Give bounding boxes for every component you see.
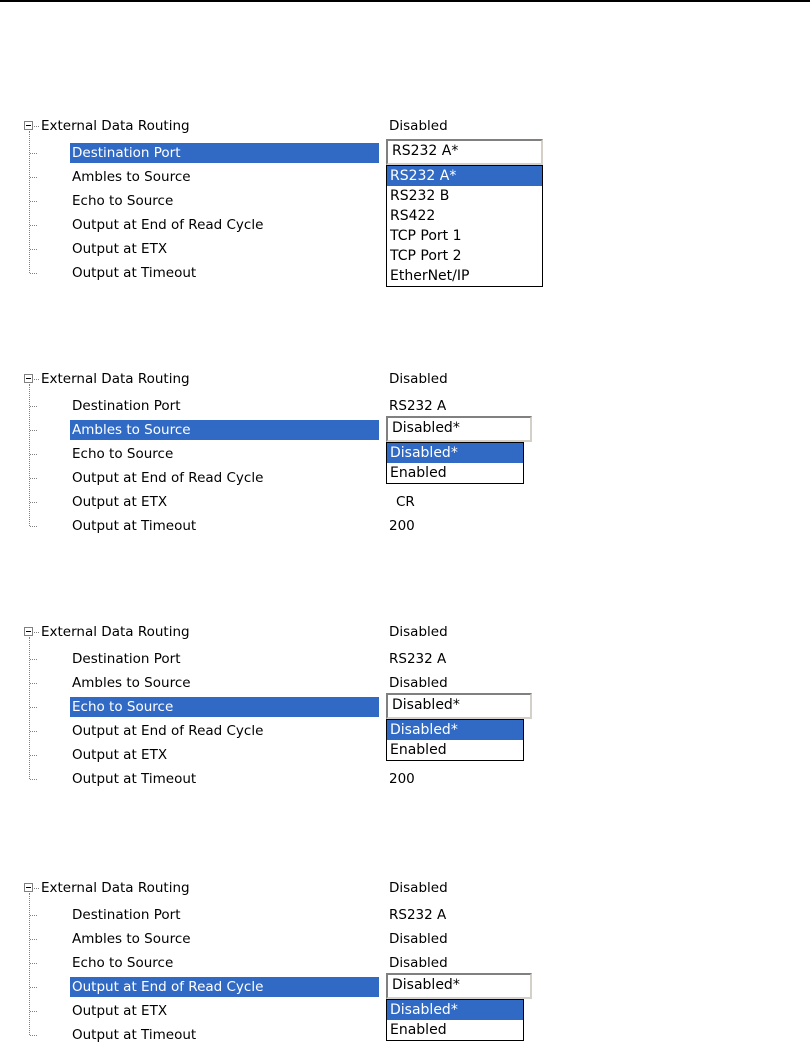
- tree-item-value[interactable]: Disabled: [389, 931, 448, 947]
- tree-connector: [30, 225, 37, 226]
- tree-item-label[interactable]: Ambles to Source: [72, 675, 191, 691]
- collapse-icon[interactable]: [24, 374, 33, 383]
- tree-item-label[interactable]: Output at End of Read Cycle: [72, 723, 264, 739]
- tree-root-label[interactable]: External Data Routing: [41, 118, 190, 134]
- tree-connector: [30, 915, 37, 916]
- tree-item-label[interactable]: Echo to Source: [70, 697, 379, 717]
- tree-connector: [30, 779, 37, 780]
- tree-root-label[interactable]: External Data Routing: [41, 880, 190, 896]
- tree-root-label[interactable]: External Data Routing: [41, 371, 190, 387]
- dropdown-option[interactable]: RS232 B: [390, 188, 450, 204]
- tree-item-label[interactable]: Output at ETX: [72, 494, 168, 510]
- tree-item-label[interactable]: Output at ETX: [72, 747, 168, 763]
- dropdown-option[interactable]: RS232 A*: [387, 166, 542, 186]
- tree-connector: [30, 1011, 37, 1012]
- tree-root-value[interactable]: Disabled: [389, 118, 448, 134]
- tree-connector: [34, 126, 39, 127]
- collapse-icon[interactable]: [24, 121, 33, 130]
- tree-item-label[interactable]: Echo to Source: [72, 955, 174, 971]
- tree-connector: [30, 502, 37, 503]
- dropdown-option[interactable]: TCP Port 2: [390, 248, 462, 264]
- tree-item-value[interactable]: Disabled: [389, 955, 448, 971]
- tree-item-label[interactable]: Output at Timeout: [72, 265, 197, 281]
- collapse-icon[interactable]: [24, 627, 33, 636]
- tree-panel-4: [0, 880, 810, 1043]
- tree-item-value[interactable]: Disabled: [389, 675, 448, 691]
- tree-item-label[interactable]: Ambles to Source: [72, 931, 191, 947]
- tree-item-label[interactable]: Output at Timeout: [72, 518, 197, 534]
- tree-connector: [30, 963, 37, 964]
- tree-connector: [30, 454, 37, 455]
- value-combo-box[interactable]: RS232 A*: [386, 139, 543, 165]
- tree-item-label[interactable]: Destination Port: [72, 398, 181, 414]
- tree-item-label[interactable]: Echo to Source: [72, 193, 174, 209]
- tree-root-value[interactable]: Disabled: [389, 371, 448, 387]
- tree-root-value[interactable]: Disabled: [389, 880, 448, 896]
- tree-panel-3: [0, 624, 810, 787]
- tree-connector: [30, 153, 37, 154]
- tree-connector: [30, 755, 37, 756]
- tree-connector: [30, 731, 37, 732]
- tree-item-label[interactable]: Echo to Source: [72, 446, 174, 462]
- value-combo-box[interactable]: Disabled*: [386, 973, 532, 999]
- tree-item-label[interactable]: Output at ETX: [72, 1003, 168, 1019]
- tree-item-label[interactable]: Ambles to Source: [70, 420, 379, 440]
- tree-item-label[interactable]: Ambles to Source: [72, 169, 191, 185]
- tree-connector: [30, 526, 37, 527]
- tree-item-label[interactable]: Destination Port: [70, 143, 379, 163]
- dropdown-option[interactable]: RS422: [390, 208, 436, 224]
- tree-item-label[interactable]: Destination Port: [72, 651, 181, 667]
- tree-item-label[interactable]: Output at Timeout: [72, 771, 197, 787]
- dropdown-option[interactable]: TCP Port 1: [390, 228, 462, 244]
- tree-connector: [30, 659, 37, 660]
- dropdown-list: [386, 999, 524, 1041]
- tree-connector: [30, 177, 37, 178]
- collapse-icon[interactable]: [24, 883, 33, 892]
- tree-panel-2: [0, 371, 810, 534]
- tree-panel-1: [0, 118, 810, 284]
- dropdown-option[interactable]: Enabled: [390, 465, 447, 481]
- tree-connector: [34, 632, 39, 633]
- tree-item-label[interactable]: Output at Timeout: [72, 1027, 197, 1043]
- tree-item-label[interactable]: Output at End of Read Cycle: [72, 217, 264, 233]
- tree-item-value[interactable]: RS232 A: [389, 398, 447, 414]
- tree-item-value[interactable]: 200: [389, 518, 415, 534]
- tree-connector: [30, 707, 37, 708]
- tree-item-value[interactable]: RS232 A: [389, 907, 447, 923]
- top-rule: [0, 0, 810, 2]
- dropdown-list: [386, 442, 524, 484]
- tree-root-value[interactable]: Disabled: [389, 624, 448, 640]
- tree-connector: [30, 201, 37, 202]
- tree-connector: [30, 939, 37, 940]
- tree-connector: [30, 987, 37, 988]
- dropdown-option[interactable]: Disabled*: [387, 720, 523, 740]
- tree-connector: [30, 478, 37, 479]
- dropdown-option[interactable]: Enabled: [390, 1022, 447, 1038]
- dropdown-option[interactable]: Disabled*: [387, 1000, 523, 1020]
- tree-connector: [34, 888, 39, 889]
- tree-item-label[interactable]: Output at ETX: [72, 241, 168, 257]
- value-combo-box[interactable]: Disabled*: [386, 416, 532, 442]
- tree-connector: [30, 249, 37, 250]
- tree-connector: [30, 430, 37, 431]
- tree-item-label[interactable]: Destination Port: [72, 907, 181, 923]
- tree-connector: [30, 1035, 37, 1036]
- tree-connector: [34, 379, 39, 380]
- dropdown-list: [386, 719, 524, 761]
- tree-item-value[interactable]: CR: [396, 494, 415, 510]
- value-combo-box[interactable]: Disabled*: [386, 693, 532, 719]
- tree-item-label[interactable]: Output at End of Read Cycle: [70, 977, 379, 997]
- tree-connector: [30, 683, 37, 684]
- tree-item-label[interactable]: Output at End of Read Cycle: [72, 470, 264, 486]
- dropdown-option[interactable]: Disabled*: [387, 443, 523, 463]
- dropdown-option[interactable]: Enabled: [390, 742, 447, 758]
- tree-item-value[interactable]: RS232 A: [389, 651, 447, 667]
- tree-root-label[interactable]: External Data Routing: [41, 624, 190, 640]
- dropdown-option[interactable]: EtherNet/IP: [390, 268, 470, 284]
- tree-connector: [30, 273, 37, 274]
- tree-connector: [30, 406, 37, 407]
- dropdown-list: [386, 165, 543, 287]
- tree-item-value[interactable]: 200: [389, 771, 415, 787]
